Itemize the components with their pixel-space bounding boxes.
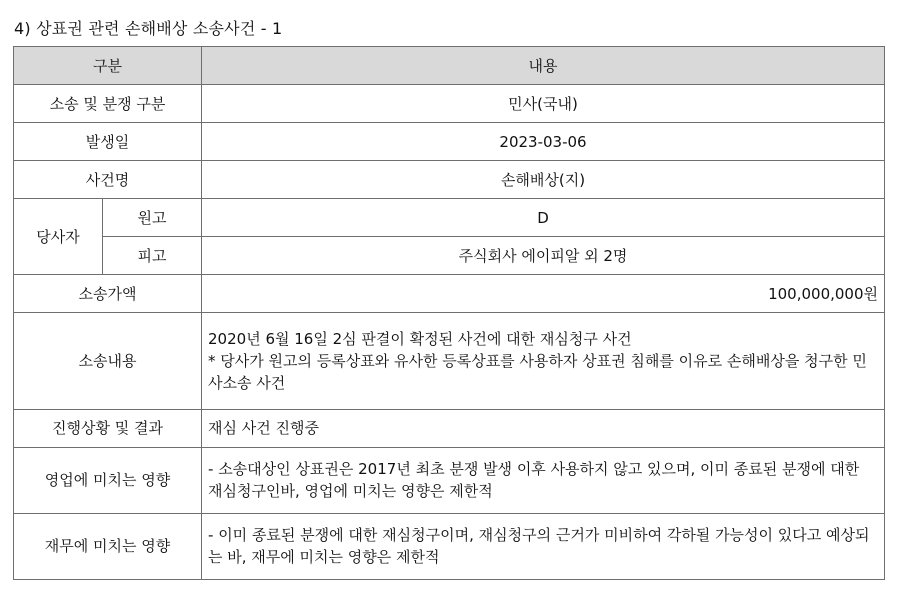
case-content-line-1: 2020년 6월 16일 2심 판결이 확정된 사건에 대한 재심청구 사건 bbox=[208, 330, 632, 349]
business-impact-value: - 소송대상인 상표권은 2017년 최초 분쟁 발생 이후 사용하지 않고 있으며, 이미 종료된 분쟁에 대한 재심청구인바, 영업에 미치는 영향은 제한적 bbox=[202, 447, 885, 513]
table-row bbox=[14, 275, 885, 313]
header-content: 내용 bbox=[202, 47, 885, 85]
table-row bbox=[14, 123, 885, 161]
dispute-type-label: 소송 및 분쟁 구분 bbox=[14, 85, 202, 123]
parties-label: 당사자 bbox=[14, 199, 103, 275]
plaintiff-label: 원고 bbox=[103, 199, 202, 237]
table-row bbox=[14, 447, 885, 513]
header-category: 구분 bbox=[14, 47, 202, 85]
table-row bbox=[14, 409, 885, 447]
defendant-value: 주식회사 에이피알 외 2명 bbox=[202, 237, 885, 275]
case-name-label: 사건명 bbox=[14, 161, 202, 199]
defendant-label: 피고 bbox=[103, 237, 202, 275]
status-value: 재심 사건 진행중 bbox=[202, 409, 885, 447]
occurrence-date-value: 2023-03-06 bbox=[202, 123, 885, 161]
claim-amount-label: 소송가액 bbox=[14, 275, 202, 313]
financial-impact-label: 재무에 미치는 영향 bbox=[14, 513, 202, 579]
plaintiff-value: D bbox=[202, 199, 885, 237]
table-row bbox=[14, 199, 885, 237]
case-name-value: 손해배상(지) bbox=[202, 161, 885, 199]
section-title: 4) 상표권 관련 손해배상 소송사건 - 1 bbox=[14, 19, 283, 38]
case-content-value bbox=[202, 313, 885, 409]
table-row bbox=[14, 313, 885, 409]
table-row bbox=[14, 161, 885, 199]
occurrence-date-label: 발생일 bbox=[14, 123, 202, 161]
table-header-row bbox=[14, 47, 885, 85]
status-label: 진행상황 및 결과 bbox=[14, 409, 202, 447]
dispute-type-value: 민사(국내) bbox=[202, 85, 885, 123]
claim-amount-value: 100,000,000원 bbox=[202, 275, 885, 313]
table-row bbox=[14, 513, 885, 579]
table-row bbox=[14, 237, 885, 275]
case-content-label: 소송내용 bbox=[14, 313, 202, 409]
table-row bbox=[14, 85, 885, 123]
case-content-line-2: * 당사가 원고의 등록상표와 유사한 등록상표를 사용하자 상표권 침해를 이유로 손해배상을 청구한 민사소송 사건 bbox=[208, 352, 867, 393]
financial-impact-value: - 이미 종료된 분쟁에 대한 재심청구이며, 재심청구의 근거가 미비하여 각하될 가능성이 있다고 예상되는 바, 재무에 미치는 영향은 제한적 bbox=[202, 513, 885, 579]
lawsuit-table bbox=[13, 46, 885, 580]
business-impact-label: 영업에 미치는 영향 bbox=[14, 447, 202, 513]
